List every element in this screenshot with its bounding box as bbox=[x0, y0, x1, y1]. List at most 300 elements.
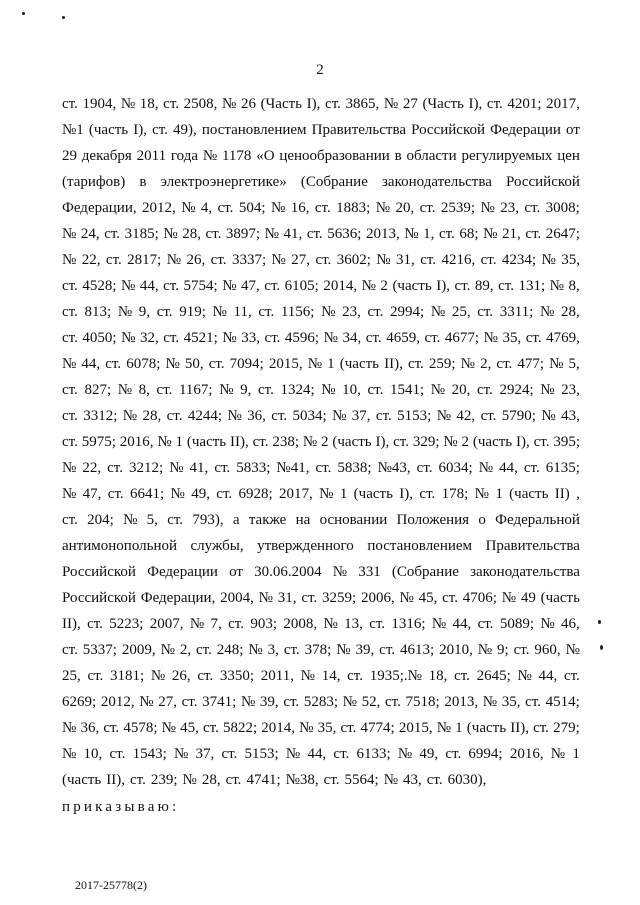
word: ст. bbox=[156, 304, 173, 320]
word: от bbox=[566, 122, 580, 138]
word: № bbox=[477, 642, 493, 658]
word: 3350; bbox=[219, 668, 255, 684]
word: 2645; bbox=[476, 668, 511, 684]
word: I), bbox=[133, 122, 147, 138]
word: II), bbox=[510, 720, 529, 736]
word: 1 bbox=[495, 486, 503, 502]
word: 2 bbox=[380, 278, 388, 294]
word: 2994; bbox=[390, 304, 425, 320]
word: 24, bbox=[80, 226, 100, 242]
word: № bbox=[182, 772, 197, 788]
word: № bbox=[430, 382, 446, 398]
word: № bbox=[227, 408, 242, 424]
word: 395; bbox=[553, 434, 580, 450]
word: №38, bbox=[285, 772, 319, 788]
word: ст. bbox=[416, 460, 433, 476]
word: 259; bbox=[428, 356, 456, 372]
text-line bbox=[62, 329, 580, 355]
text-line bbox=[62, 225, 580, 251]
word: 2013, bbox=[444, 694, 479, 710]
word: 44, bbox=[139, 278, 159, 294]
word: 39, bbox=[355, 642, 375, 658]
word: 2647; bbox=[545, 226, 580, 242]
word: ст. bbox=[87, 668, 104, 684]
word: 5153; bbox=[244, 746, 279, 762]
word: 30.06.2004 bbox=[254, 564, 322, 580]
word: на bbox=[295, 512, 311, 528]
word: ст. bbox=[454, 278, 471, 294]
word: Российской bbox=[411, 122, 486, 138]
text-line bbox=[62, 719, 580, 745]
word: ст. bbox=[454, 668, 470, 684]
word: № bbox=[399, 590, 414, 606]
word: 29 bbox=[62, 148, 77, 164]
word: Правительства bbox=[311, 122, 407, 138]
word: 919; bbox=[179, 304, 206, 320]
word: 14, bbox=[321, 668, 341, 684]
word: Федерации bbox=[490, 122, 561, 138]
word: № bbox=[181, 200, 196, 216]
word: I), bbox=[399, 486, 414, 502]
word: ст. bbox=[62, 408, 78, 424]
word: № bbox=[264, 226, 279, 242]
word: 3865, bbox=[345, 96, 380, 112]
word: 2007, bbox=[149, 616, 184, 632]
word: ст. bbox=[258, 304, 275, 320]
word: № bbox=[248, 642, 263, 658]
word: № bbox=[139, 694, 154, 710]
word: (часть bbox=[353, 486, 393, 502]
word: 20, bbox=[395, 200, 415, 216]
word: № bbox=[431, 616, 447, 632]
word: № bbox=[517, 668, 532, 684]
text-line bbox=[62, 511, 580, 537]
word: также bbox=[248, 512, 287, 528]
word: 7, bbox=[210, 616, 222, 632]
word: 4769, bbox=[546, 330, 580, 346]
word: ст. bbox=[181, 694, 198, 710]
word: ст. bbox=[486, 96, 503, 112]
word: 47, bbox=[82, 486, 102, 502]
word: (часть bbox=[509, 486, 549, 502]
page-number: 2 bbox=[316, 62, 324, 78]
word: года bbox=[170, 148, 199, 164]
word: регулируемых bbox=[461, 148, 553, 164]
word: ст. bbox=[107, 460, 123, 476]
word: № bbox=[474, 486, 489, 502]
word: 46, bbox=[561, 616, 580, 632]
word: ст. bbox=[62, 304, 78, 320]
word: ст. bbox=[407, 356, 424, 372]
word: 6269; bbox=[62, 694, 97, 710]
word: 26 bbox=[240, 96, 256, 112]
word: № bbox=[222, 278, 237, 294]
text-line bbox=[62, 147, 580, 173]
word: № bbox=[321, 304, 336, 320]
word: ст. bbox=[306, 226, 323, 242]
word: ст. bbox=[445, 746, 462, 762]
word: 25, bbox=[451, 304, 471, 320]
word: № bbox=[436, 408, 452, 424]
word: 1 bbox=[572, 746, 580, 762]
word: 3337; bbox=[231, 252, 267, 268]
word: 1156; bbox=[280, 304, 315, 320]
text-line bbox=[62, 641, 580, 667]
text-line bbox=[62, 95, 580, 121]
word: 22, bbox=[81, 252, 101, 268]
scan-dot-mark bbox=[62, 16, 65, 19]
word: I), bbox=[468, 96, 483, 112]
word: (тарифов) bbox=[62, 174, 126, 190]
word: 26, bbox=[171, 668, 191, 684]
word: 4528; bbox=[82, 278, 117, 294]
word: № bbox=[285, 746, 301, 762]
word: 26, bbox=[186, 252, 206, 268]
word: в bbox=[394, 148, 402, 164]
word: № bbox=[222, 96, 237, 112]
word: ст. bbox=[438, 226, 455, 242]
word: 178; bbox=[441, 486, 469, 502]
word: ст. bbox=[523, 460, 540, 476]
word: 4234; bbox=[501, 252, 537, 268]
word: № bbox=[361, 278, 376, 294]
word: 504; bbox=[238, 200, 266, 216]
word: 52, bbox=[361, 694, 381, 710]
word: № bbox=[165, 356, 180, 372]
word: 2008, bbox=[283, 616, 318, 632]
word: № bbox=[62, 356, 77, 372]
word: ст. bbox=[513, 642, 530, 658]
word: ст. bbox=[367, 382, 384, 398]
word: ст. bbox=[105, 252, 122, 268]
word: II), bbox=[230, 434, 249, 450]
word: (Собрание bbox=[391, 564, 459, 580]
word: № bbox=[202, 148, 218, 164]
word: Федеральной bbox=[495, 512, 580, 528]
word: 44, bbox=[538, 668, 558, 684]
word: №1 bbox=[62, 122, 84, 138]
word: 39, bbox=[259, 694, 279, 710]
word: 18, bbox=[139, 96, 159, 112]
word: № bbox=[173, 746, 189, 762]
text-line bbox=[62, 355, 580, 381]
word: (часть bbox=[540, 590, 580, 606]
word: ст. bbox=[62, 330, 78, 346]
word: постановлением bbox=[367, 538, 473, 554]
word: ст. bbox=[524, 200, 541, 216]
word: о bbox=[478, 512, 486, 528]
word: № bbox=[376, 252, 391, 268]
word: ст. bbox=[525, 226, 542, 242]
text-line bbox=[62, 537, 580, 563]
word: (Часть bbox=[260, 96, 303, 112]
word: электроэнергетике» bbox=[160, 174, 287, 190]
word: ст. bbox=[202, 720, 219, 736]
word: № bbox=[62, 226, 77, 242]
word: 44, bbox=[81, 356, 101, 372]
word: ст. bbox=[533, 434, 550, 450]
word: 16, bbox=[290, 200, 310, 216]
word: № bbox=[222, 330, 237, 346]
word: № bbox=[62, 252, 77, 268]
word: 2014, bbox=[323, 278, 358, 294]
word: 204; bbox=[87, 512, 114, 528]
word: 1904, bbox=[82, 96, 117, 112]
word: 2017, bbox=[279, 486, 313, 502]
word: ст. bbox=[217, 200, 234, 216]
word: ст. bbox=[104, 226, 121, 242]
word: 1883; bbox=[336, 200, 371, 216]
text-line bbox=[62, 589, 580, 615]
word: 331 bbox=[358, 564, 381, 580]
word: № bbox=[436, 720, 452, 736]
word: № bbox=[62, 746, 77, 762]
text-line bbox=[62, 771, 580, 797]
word: 2539; bbox=[440, 200, 476, 216]
word: 23, bbox=[342, 304, 361, 320]
word: II), bbox=[106, 772, 126, 788]
word: (часть bbox=[472, 434, 513, 450]
text-line bbox=[62, 745, 580, 771]
word: ст. bbox=[163, 330, 180, 346]
word: 4521; bbox=[183, 330, 218, 346]
word: 5223; bbox=[109, 616, 144, 632]
word: ст. bbox=[105, 356, 122, 372]
word: 5337; bbox=[82, 642, 117, 658]
word: ст. bbox=[264, 330, 281, 346]
word: 5283; bbox=[303, 694, 338, 710]
word: 9, bbox=[240, 382, 252, 398]
word: № bbox=[321, 382, 336, 398]
word: 35, bbox=[502, 330, 522, 346]
word: ст. bbox=[225, 772, 242, 788]
word: 42, bbox=[456, 408, 476, 424]
word: № bbox=[332, 564, 348, 580]
word: 4201; bbox=[507, 96, 542, 112]
word: 813; bbox=[84, 304, 112, 320]
word: ст. bbox=[333, 746, 350, 762]
word: 31, bbox=[396, 252, 415, 268]
word: 4578; bbox=[123, 720, 158, 736]
word: № bbox=[120, 96, 136, 112]
word: 27 bbox=[402, 96, 418, 112]
word: ст. bbox=[419, 200, 436, 216]
word: № bbox=[212, 304, 227, 320]
word: 2, bbox=[179, 642, 192, 658]
word: 2006, bbox=[360, 590, 395, 606]
word: Российской bbox=[62, 590, 136, 606]
word: 50, bbox=[184, 356, 204, 372]
word: № bbox=[540, 382, 555, 398]
word: № bbox=[319, 486, 334, 502]
word: 2004, bbox=[220, 590, 254, 606]
word: ст. bbox=[107, 486, 124, 502]
word: ст. bbox=[62, 434, 78, 450]
word: 2012, bbox=[142, 200, 176, 216]
word: 7518; bbox=[405, 694, 440, 710]
word: Правительства bbox=[485, 538, 580, 554]
word: 2508, bbox=[183, 96, 218, 112]
text-line bbox=[62, 251, 580, 277]
word: постановлением bbox=[201, 122, 307, 138]
word: ст. bbox=[323, 772, 340, 788]
word: 3741; bbox=[202, 694, 237, 710]
word: утвержденного bbox=[257, 538, 354, 554]
word: ст. bbox=[62, 512, 78, 528]
word: № bbox=[270, 200, 286, 216]
document-code: 2017-25778(2) bbox=[75, 878, 147, 892]
word: 3312; bbox=[83, 408, 118, 424]
word: 3, bbox=[267, 642, 279, 658]
word: 2010, bbox=[439, 642, 473, 658]
word: 6034; bbox=[438, 460, 473, 476]
word: № bbox=[383, 96, 399, 112]
word: 5838; bbox=[337, 460, 372, 476]
word: ст. bbox=[498, 278, 514, 294]
word: 49, bbox=[419, 746, 439, 762]
word: ст. bbox=[477, 382, 493, 398]
word: ст. bbox=[365, 330, 382, 346]
word: 2015, bbox=[398, 720, 433, 736]
word: ст. bbox=[340, 720, 357, 736]
word: № bbox=[219, 382, 234, 398]
word: I), bbox=[375, 434, 390, 450]
word: № bbox=[565, 642, 580, 658]
word: ст. bbox=[103, 720, 120, 736]
text-line bbox=[62, 277, 580, 303]
word: № bbox=[443, 434, 458, 450]
word: № bbox=[336, 642, 351, 658]
word: 20, bbox=[451, 382, 471, 398]
order-word: приказываю: bbox=[62, 799, 180, 815]
word: 31, bbox=[277, 590, 297, 606]
word: 13, bbox=[344, 616, 363, 632]
word: 45, bbox=[180, 720, 199, 736]
word: ст. bbox=[152, 122, 168, 138]
word: (Часть bbox=[422, 96, 464, 112]
word: №41, bbox=[276, 460, 310, 476]
word: 21, bbox=[502, 226, 521, 242]
word: 2011, bbox=[260, 668, 294, 684]
word: 6135; bbox=[545, 460, 580, 476]
word: 27, bbox=[291, 252, 311, 268]
word: 44, bbox=[452, 616, 472, 632]
word: ст. bbox=[221, 746, 238, 762]
word: (часть bbox=[339, 356, 380, 372]
word: 47, bbox=[241, 278, 260, 294]
word: 2 bbox=[321, 434, 329, 450]
word: 3181; bbox=[110, 668, 145, 684]
word: от bbox=[229, 564, 243, 580]
word: 2014, bbox=[261, 720, 296, 736]
word: 5833; bbox=[236, 460, 271, 476]
word: 3212; bbox=[129, 460, 164, 476]
word: № bbox=[480, 200, 495, 216]
word: № bbox=[302, 434, 318, 450]
word: 1543; bbox=[132, 746, 167, 762]
word: 4677; bbox=[444, 330, 480, 346]
word: цен bbox=[557, 148, 580, 164]
word: 4216, bbox=[441, 252, 476, 268]
word: № bbox=[163, 226, 178, 242]
word: 2013, bbox=[365, 226, 400, 242]
word: № bbox=[541, 408, 556, 424]
word: ст. bbox=[264, 278, 281, 294]
word: ст. bbox=[156, 382, 173, 398]
word: № bbox=[540, 304, 555, 320]
word: ст. bbox=[228, 616, 244, 632]
word: (часть bbox=[466, 720, 507, 736]
word: 239; bbox=[150, 772, 178, 788]
word: ст. bbox=[283, 642, 300, 658]
word: ст. bbox=[477, 304, 494, 320]
word: 5, bbox=[568, 356, 580, 372]
word: 3897; bbox=[225, 226, 261, 242]
word: № bbox=[160, 642, 175, 658]
word: № bbox=[170, 486, 185, 502]
word: 3602; bbox=[336, 252, 371, 268]
word: ст. bbox=[385, 694, 401, 710]
word: 27, bbox=[158, 694, 177, 710]
word: ст. bbox=[442, 590, 458, 606]
word: № bbox=[430, 304, 446, 320]
text-line bbox=[62, 693, 580, 719]
word: ст. bbox=[419, 486, 436, 502]
word: основании bbox=[319, 512, 388, 528]
word: ст. bbox=[197, 668, 214, 684]
word: 9; bbox=[497, 642, 509, 658]
word: ст. bbox=[196, 642, 212, 658]
word: ст. bbox=[315, 460, 332, 476]
word: № bbox=[122, 408, 138, 424]
word: ст. bbox=[109, 746, 126, 762]
word: 44, bbox=[307, 746, 327, 762]
text-line bbox=[62, 303, 580, 329]
word: 4, bbox=[200, 200, 213, 216]
word: № bbox=[550, 746, 566, 762]
word: 10, bbox=[342, 382, 361, 398]
word: 6105; bbox=[284, 278, 319, 294]
word: ст. bbox=[163, 96, 179, 112]
word: Федерации bbox=[147, 564, 218, 580]
word: ст. bbox=[480, 252, 497, 268]
word: ст. bbox=[424, 330, 441, 346]
word: 9, bbox=[138, 304, 151, 320]
word: № bbox=[258, 590, 273, 606]
word: ст. bbox=[315, 252, 332, 268]
word: ст. bbox=[62, 382, 78, 398]
text-line bbox=[62, 433, 580, 459]
word: 5754; bbox=[183, 278, 218, 294]
word: 36, bbox=[80, 720, 100, 736]
word: № bbox=[240, 694, 256, 710]
word: 5636; bbox=[327, 226, 362, 242]
word: 28, bbox=[560, 304, 580, 320]
word: а bbox=[232, 512, 240, 528]
word: 4596; bbox=[284, 330, 320, 346]
word: 68; bbox=[459, 226, 479, 242]
word: ст. bbox=[480, 408, 497, 424]
word: ст. bbox=[379, 642, 396, 658]
word: № bbox=[323, 330, 338, 346]
word: 1178 bbox=[221, 148, 252, 164]
word: ст. bbox=[166, 408, 183, 424]
word: 18, bbox=[428, 668, 448, 684]
word: № bbox=[404, 226, 419, 242]
word: ст. bbox=[130, 772, 146, 788]
word: ст. bbox=[167, 512, 184, 528]
word: ст. bbox=[369, 616, 386, 632]
